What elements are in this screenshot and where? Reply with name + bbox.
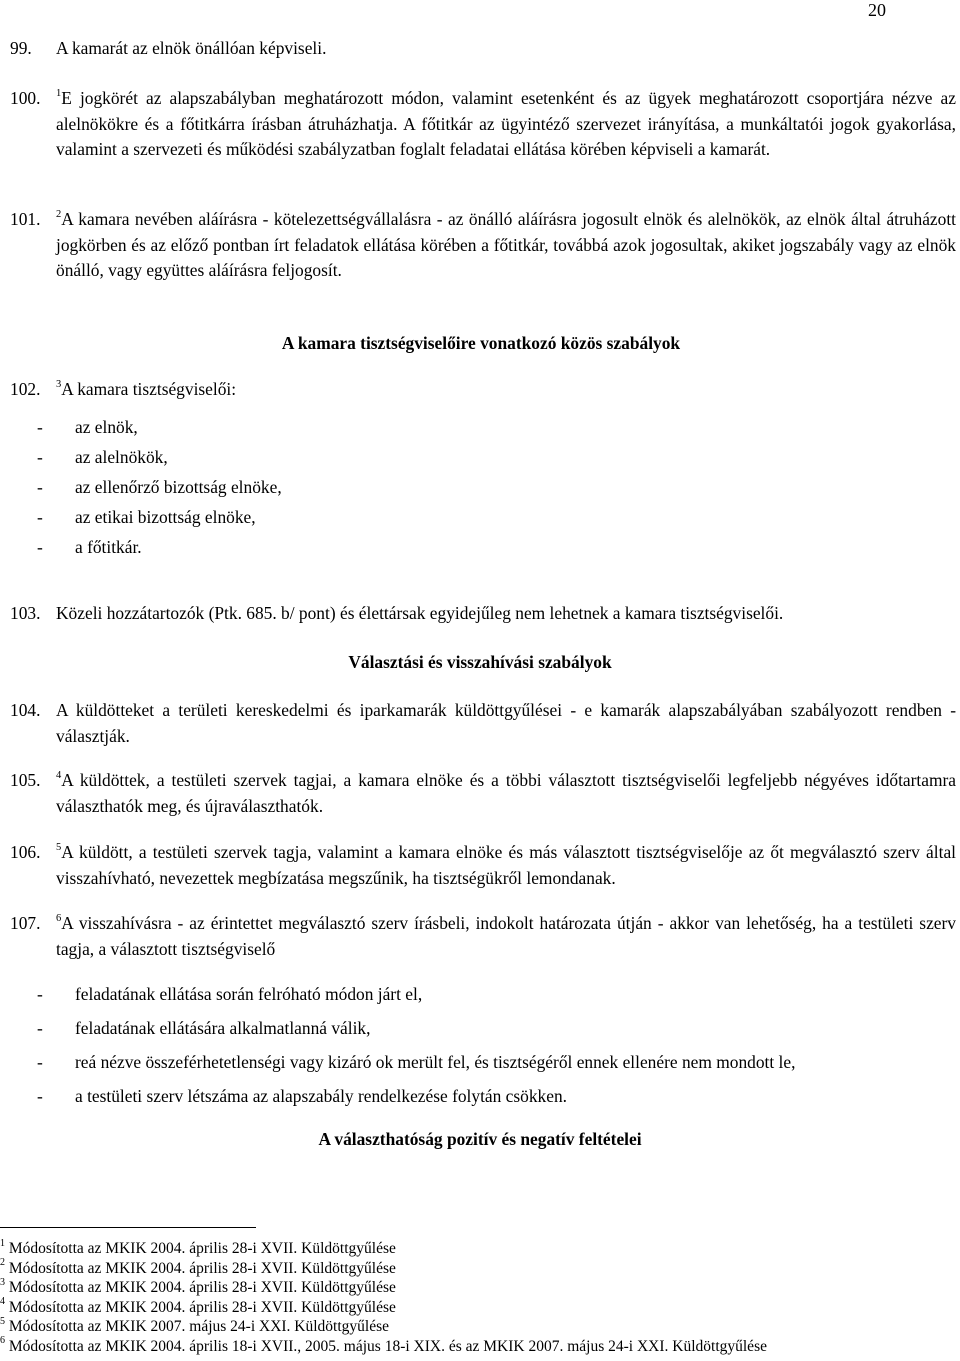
list-item: - feladatának ellátására alkalmatlanná válik, [37,1018,371,1038]
list-item: - reá nézve összeférhetetlenségi vagy kizáró ok merült fel, és tisztségéről ennek ellenére nem mondott le, [37,1052,796,1072]
footnote: $^6$ Módosította az MKIK 2004. április 18-i XVII., 2005. május 18-i XIX. és az MKIK 2007. május 24-i XXI. Küldöttgyűlése [0,1335,767,1355]
paragraph-text: A küldöttek, a testületi szervek tagjai, a kamara elnöke és a többi választott tisztségviselői legfeljebb négyéves időtartamra választhatók meg, és újraválaszthatók. [56,770,956,816]
paragraph-text: A kamarát az elnök önállóan képviseli. [56,38,327,58]
paragraph-107 [10,911,956,962]
section-heading: Választási és visszahívási szabályok [348,652,612,672]
footnote: $^5$ Módosította az MKIK 2007. május 24-i XXI. Küldöttgyűlése [0,1315,390,1335]
footnote: $^3$ Módosította az MKIK 2004. április 28-i XVII. Küldöttgyűlése [0,1276,396,1296]
officer-list [37,412,282,562]
list-item: - a testületi szerv létszáma az alapszabály rendelkezése folytán csökken. [37,1086,568,1106]
paragraph-number: 105. [10,770,41,790]
paragraph-number: 103. [10,603,41,623]
paragraph-103 [10,601,956,627]
paragraph-number: 99. [10,38,32,58]
page-number: 20 [868,0,886,20]
footnote: $^2$ Módosította az MKIK 2004. április 28-i XVII. Küldöttgyűlése [0,1257,396,1277]
list-item: - az ellenőrző bizottság elnöke, [37,477,282,497]
paragraph-100 [10,86,956,163]
paragraph-text: A visszahívásra - az érintettet megválasztó szerv írásbeli, indokolt határozata útján - akkor van lehetőség, ha a testületi szerv tagja, a választott tisztségviselő [56,913,956,959]
footnote-ref: 1 [56,88,62,100]
list-item: - a főtitkár. [37,537,142,557]
list-item: - az alelnökök, [37,447,168,467]
list-item: - az etikai bizottság elnöke, [37,507,256,527]
recall-conditions-list [37,977,795,1113]
paragraph-text: A küldött, a testületi szervek tagja, valamint a kamara elnöke és más választott tisztségviselője az őt megválasztó szerv által visszahívható, nevezettek megbízatása megszűnik, ha tisztségükről lemondanak. [56,842,956,888]
paragraph-text: A küldötteket a területi kereskedelmi és iparkamarák küldöttgyűlései - e kamarák alapszabályában szabályozott rendben - választják. [56,700,956,746]
footnotes [0,1239,767,1356]
paragraph-99 [10,36,956,62]
paragraph-number: 107. [10,913,41,933]
paragraph-number: 100. [10,88,41,108]
paragraph-text: E jogkörét az alapszabályban meghatározott módon, valamint esetenként és az ügyek meghatározott csoportjára nézve az alelnökökre és a főtitkárra írásban átruházhatja. A főtitkár az ügyintéző szervezet irányítása, a munkáltatói jogok gyakorlása, valamint a szervezeti és működési szabályzatban foglalt feladatai ellátása körében képviseli a kamarát. [56,88,956,159]
paragraph-text: A kamara tisztségviselői: [61,379,237,399]
footnote: $^1$ Módosította az MKIK 2004. április 28-i XVII. Küldöttgyűlése [0,1237,396,1257]
paragraph-text: Közeli hozzátartozók (Ptk. 685. b/ pont) és élettársak egyidejűleg nem lehetnek a kamara tisztségviselői. [56,603,784,623]
footnote-ref: 2 [56,209,62,221]
footnote-ref: 5 [56,842,62,854]
paragraph-number: 102. [10,379,41,399]
list-item: - feladatának ellátása során felróható módon járt el, [37,984,423,1004]
paragraph-number: 106. [10,842,41,862]
paragraph-106 [10,840,956,891]
paragraph-text: A kamara nevében aláírásra - kötelezettségvállalásra - az önálló aláírásra jogosult elnök és alelnökök, az elnök által átruházott jogkörben és az előző pontban írt feladatok ellátása körében a főtitkár, továbbá azok jogosultak, akiket jogszabály vagy az elnök önálló, vagy együttes aláírásra feljogosít. [56,209,956,280]
footnote: $^4$ Módosította az MKIK 2004. április 28-i XVII. Küldöttgyűlése [0,1296,396,1316]
paragraph-number: 104. [10,700,41,720]
section-heading: A kamara tisztségviselőire vonatkozó közös szabályok [281,333,681,353]
paragraph-102 [10,377,956,403]
list-item: - az elnök, [37,417,138,437]
paragraph-104 [10,698,956,749]
paragraph-101 [10,207,956,284]
footnote-ref: 4 [56,770,62,782]
paragraph-number: 101. [10,209,41,229]
footnote-separator [0,1227,256,1228]
section-heading: A választhatóság pozitív és negatív feltételei [318,1129,642,1149]
paragraph-105 [10,768,956,819]
footnote-ref: 6 [56,913,62,925]
footnote-ref: 3 [56,379,62,391]
